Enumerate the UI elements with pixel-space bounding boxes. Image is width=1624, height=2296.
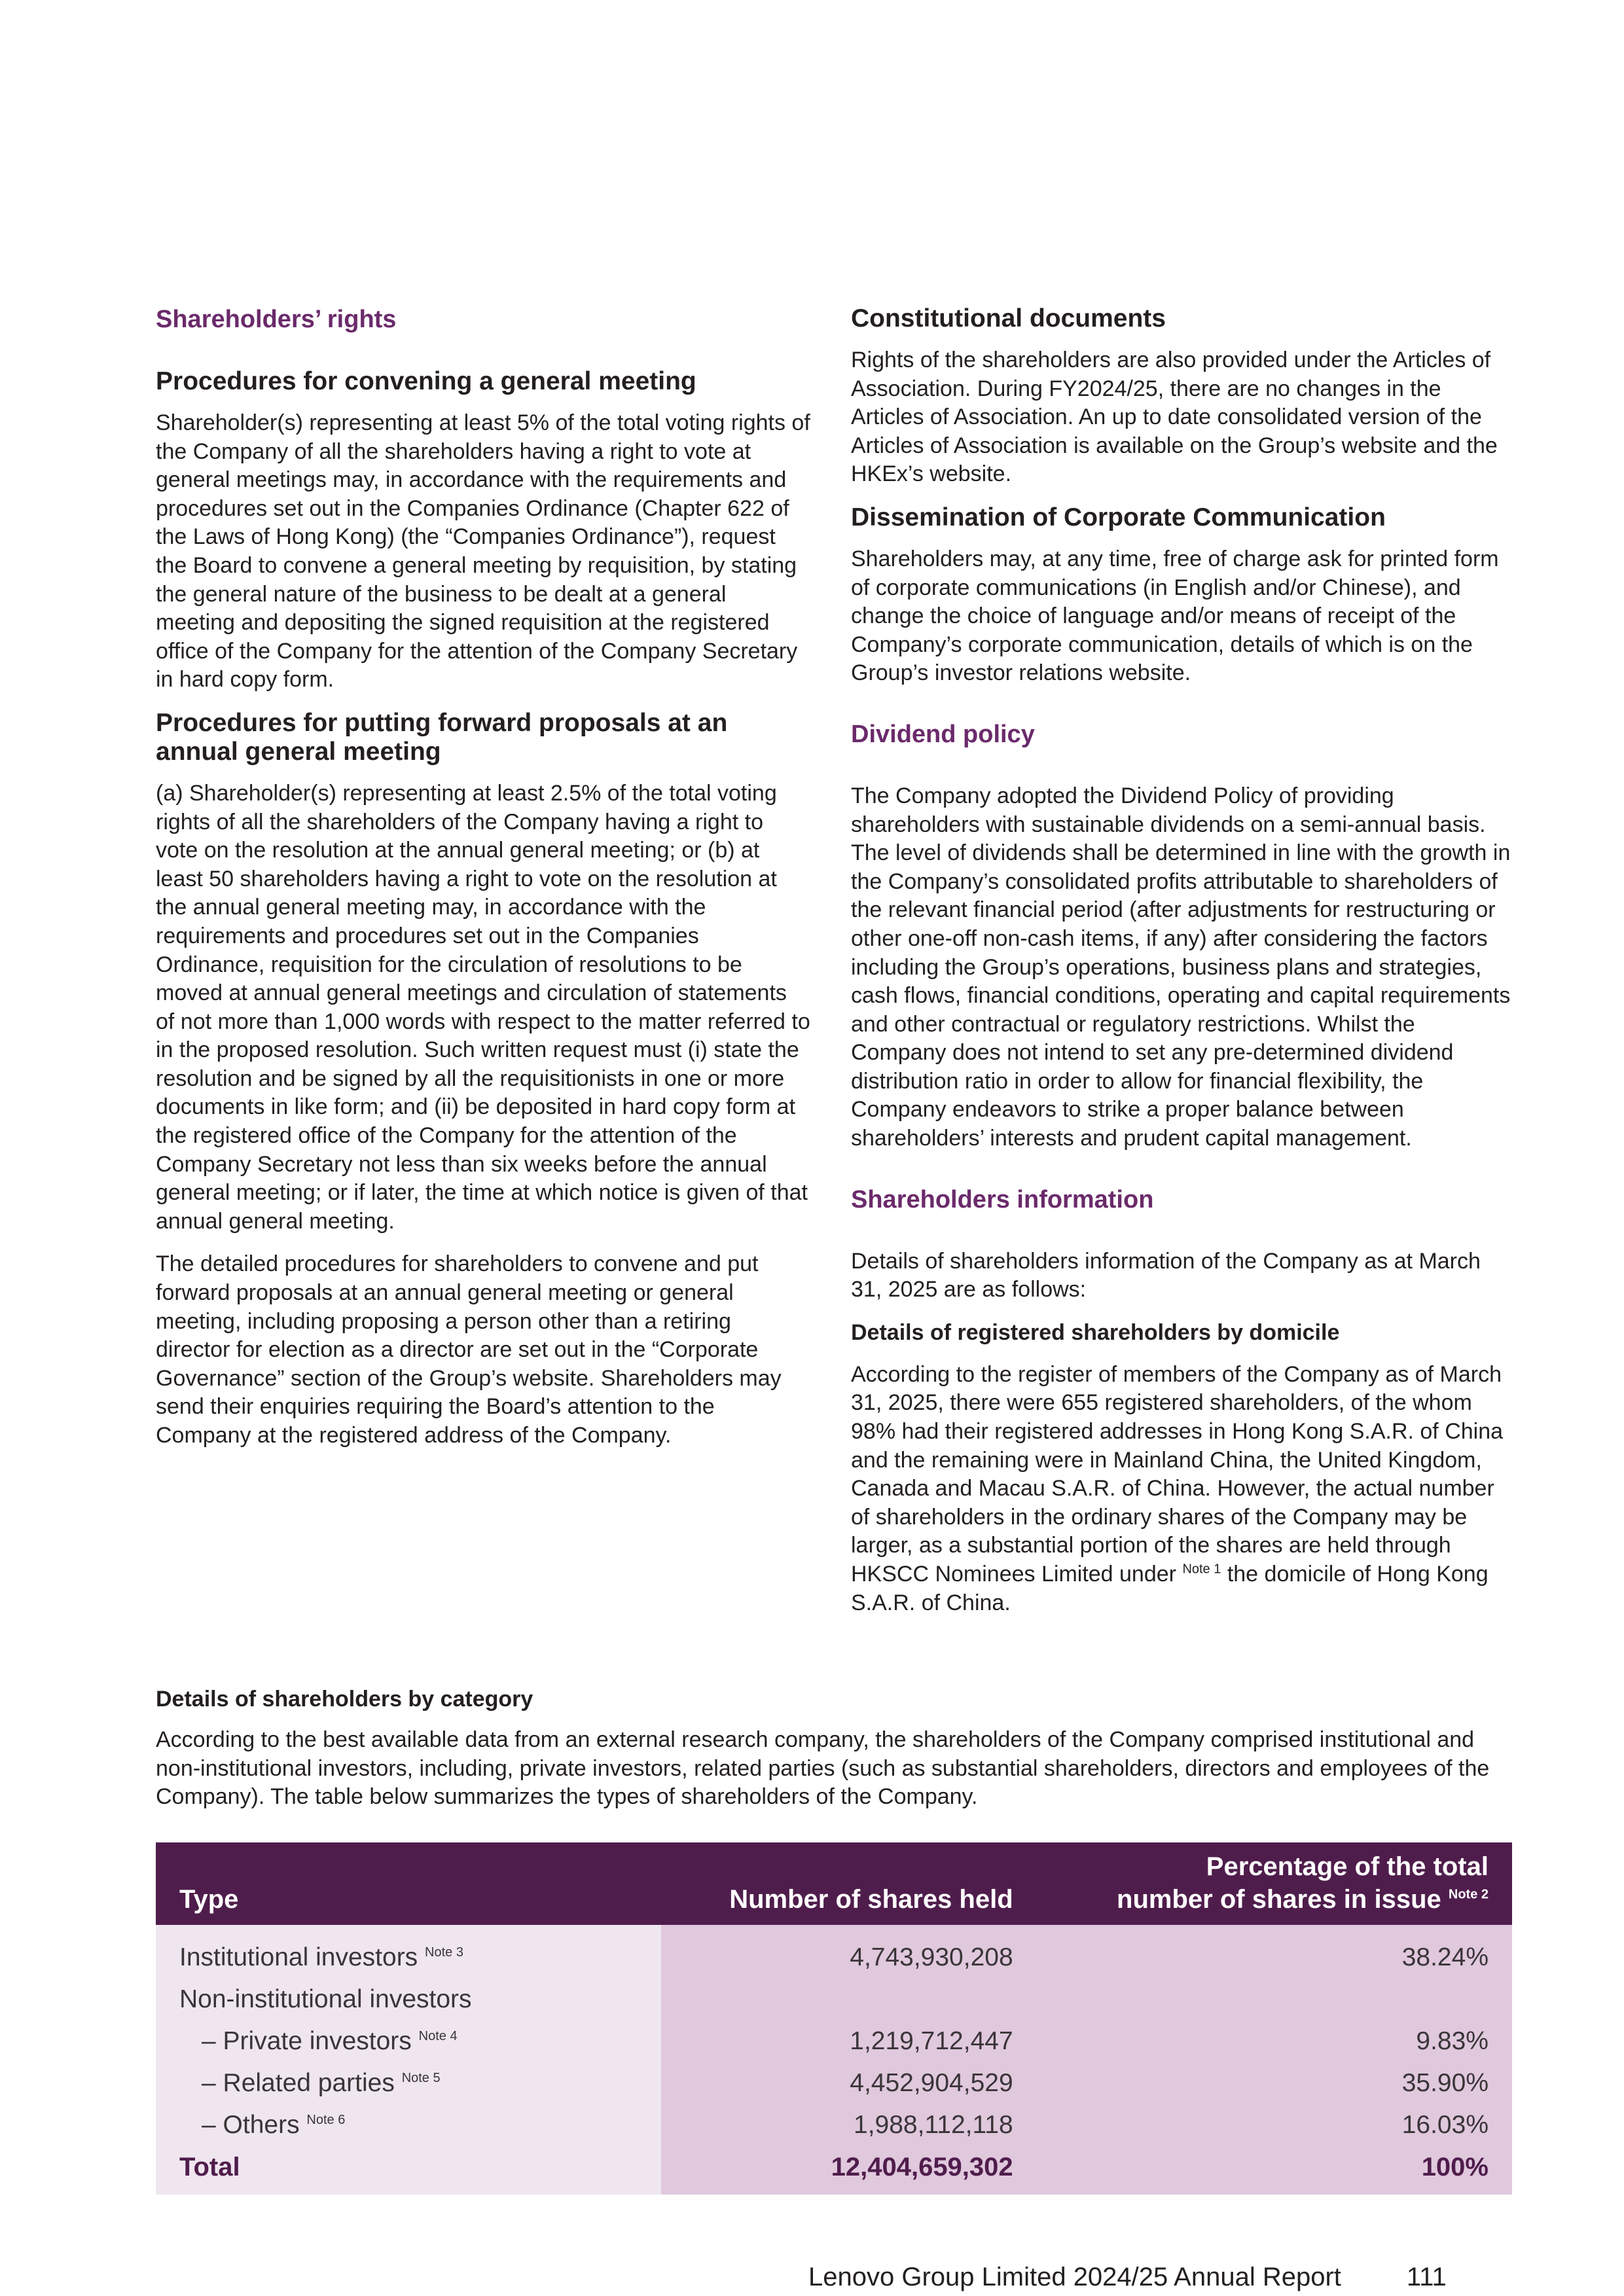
total-shares: 12,404,659,302: [661, 2146, 1037, 2195]
row-label: – Private investors $^{Note 4}$: [156, 2020, 661, 2062]
total-pct: 100%: [1037, 2146, 1512, 2195]
row-pct: 38.24%: [1037, 1925, 1512, 1979]
footer-report-title: Lenovo Group Limited 2024/25 Annual Report: [808, 2263, 1341, 2291]
paragraph-domicile: [851, 1361, 1512, 1617]
table-row: [156, 2020, 1512, 2062]
paragraph-convening: Shareholder(s) representing at least 5% of the total voting rights of the Company of all the shareholders having a right to vote at general meetings may, in accordance with the requirements and procedures set out in the Companies Ordinance (Chapter 622 of the Laws of Hong Kong) (the “Companies Ordinance”), request the Board to convene a general meeting by requisition, by stating the general nature of the business to be dealt at a general meeting and depositing the signed requisition at the registered office of the Company for the attention of the Company Secretary in hard copy form.: [156, 410, 810, 692]
row-label: Non-institutional investors: [156, 1979, 661, 2020]
table-header-row: [156, 1842, 1512, 1925]
header-type: Type: [156, 1842, 661, 1925]
paragraph-dissemination: Shareholders may, at any time, free of charge ask for printed form of corporate communications (in English and/or Chinese), and change the choice of language and/or means of receipt of the Company’s corporate communication, details of which is on the Group’s investor relations website.: [851, 546, 1499, 686]
heading-constitutional-documents: Constitutional documents: [851, 304, 1166, 332]
domicile-text-a: According to the register of members of the Company as of March 31, 2025, there were 655 registered shareholders, of the whom 98% had their registered addresses in Hong Kong S.A.R. of China and the remaining were in Mainland China, the United Kingdom, Canada and Macau S.A.R. of China. However, the actual number of shareholders in the ordinary shares of the Company may be larger, as a substantial portion of the shares are held through HKSCC Nominees Limited under: [851, 1361, 1504, 1587]
page-footer: [808, 2261, 1447, 2293]
row-shares: 1,988,112,118: [661, 2104, 1037, 2146]
page-number: 111: [1406, 2263, 1447, 2291]
left-column: [156, 304, 810, 1465]
header-pct-line1: Percentage of the total: [1206, 1852, 1489, 1881]
section-title-shareholders-information: Shareholders information: [851, 1185, 1154, 1213]
row-pct: [1037, 1979, 1512, 2020]
paragraph-constitutional: Rights of the shareholders are also provided under the Articles of Association. During FY2024/25, there are no changes in the Articles of Association. An up to date consolidated version of the Articles of Association is available on the Group’s website and the HKEx’s website.: [851, 348, 1498, 487]
note-1: Note 1: [1182, 1562, 1221, 1577]
section-title-dividend-policy: Dividend policy: [851, 720, 1035, 748]
row-label: – Others $^{Note 6}$: [156, 2104, 661, 2146]
table-row: [156, 1925, 1512, 1979]
row-pct: 9.83%: [1037, 2020, 1512, 2062]
header-pct-note: Note 2: [1448, 1887, 1489, 1902]
paragraph-category: According to the best available data from an external research company, the shareholders of the Company comprised institutional and non-institutional investors, including, private investors, related parties (such as substantial shareholders, directors and employees of the Company). The table below summarizes the types of shareholders of the Company.: [156, 1727, 1490, 1810]
header-shares: Number of shares held: [661, 1842, 1037, 1925]
table-row: [156, 1979, 1512, 2020]
heading-category: Details of shareholders by category: [156, 1687, 533, 1712]
row-label: – Related parties $^{Note 5}$: [156, 2062, 661, 2104]
table-row: [156, 2104, 1512, 2146]
row-label: Institutional investors $^{Note 3}$: [156, 1925, 661, 1979]
paragraph-dividend: The Company adopted the Dividend Policy of providing shareholders with sustainable dividends on a semi-annual basis. The level of dividends shall be determined in line with the growth in the Company’s consolidated profits attributable to shareholders of the relevant financial period (after adjustments for restructuring or other one-off non-cash items, if any) after considering the factors including the Group’s operations, business plans and strategies, cash flows, financial conditions, operating and capital requirements and other contractual or regulatory restrictions. Whilst the Company does not intend to set any pre-determined dividend distribution ratio in order to allow for financial flexibility, the Company endeavors to strike a proper balance between shareholders’ interests and prudent capital management.: [851, 783, 1511, 1151]
paragraph-proposals: (a) Shareholder(s) representing at least 2.5% of the total voting rights of all the shareholders of the Company having a right to vote on the resolution at the annual general meeting; or (b) at least 50 shareholders having a right to vote on the resolution at the annual general meeting may, in accordance with the requirements and procedures set out in the Companies Ordinance, requisition for the circulation of resolutions to be moved at annual general meetings and circulation of statements of not more than 1,000 words with respect to the matter referred to in the proposed resolution. Such written request must (i) state the resolution and be signed by all the requisitionists in one or more documents in like form; and (ii) be deposited in hard copy form at the registered office of the Company for the attention of the Company Secretary not less than six weeks before the annual general meeting; or if later, the time at which notice is given of that annual general meeting.: [156, 780, 810, 1234]
paragraph-shareholders-info: Details of shareholders information of the Company as at March 31, 2025 are as follows:: [851, 1248, 1481, 1302]
row-shares: [661, 1979, 1037, 2020]
row-shares: 4,452,904,529: [661, 2062, 1037, 2104]
heading-convening-general-meeting: Procedures for convening a general meeting: [156, 367, 696, 395]
paragraph-detailed-procedures: The detailed procedures for shareholders to convene and put forward proposals at an annual general meeting or general meeting, including proposing a person other than a retiring director for election as a director are set out in the “Corporate Governance” section of the Group’s website. Shareholders may send their enquiries requiring the Board’s attention to the Company at the registered address of the Company.: [156, 1251, 782, 1448]
row-pct: 35.90%: [1037, 2062, 1512, 2104]
right-column: [851, 304, 1512, 1632]
section-title-shareholders-rights: Shareholders’ rights: [156, 306, 397, 333]
heading-dissemination: Dissemination of Corporate Communication: [851, 503, 1386, 531]
shareholders-table: [156, 1842, 1512, 2195]
header-percentage: [1037, 1842, 1512, 1925]
category-section: [156, 1685, 1517, 1826]
row-pct: 16.03%: [1037, 2104, 1512, 2146]
total-label: Total: [156, 2146, 661, 2195]
header-pct-line2: number of shares in issue: [1117, 1885, 1441, 1914]
row-shares: 1,219,712,447: [661, 2020, 1037, 2062]
heading-domicile: Details of registered shareholders by domicile: [851, 1319, 1340, 1345]
table-row: [156, 2062, 1512, 2104]
row-shares: 4,743,930,208: [661, 1925, 1037, 1979]
table-total-row: [156, 2146, 1512, 2195]
domicile-text-b: the domicile of Hong Kong S.A.R. of China.: [851, 1562, 1489, 1615]
heading-putting-forward-proposals: Procedures for putting forward proposals at an annual general meeting: [156, 708, 728, 766]
